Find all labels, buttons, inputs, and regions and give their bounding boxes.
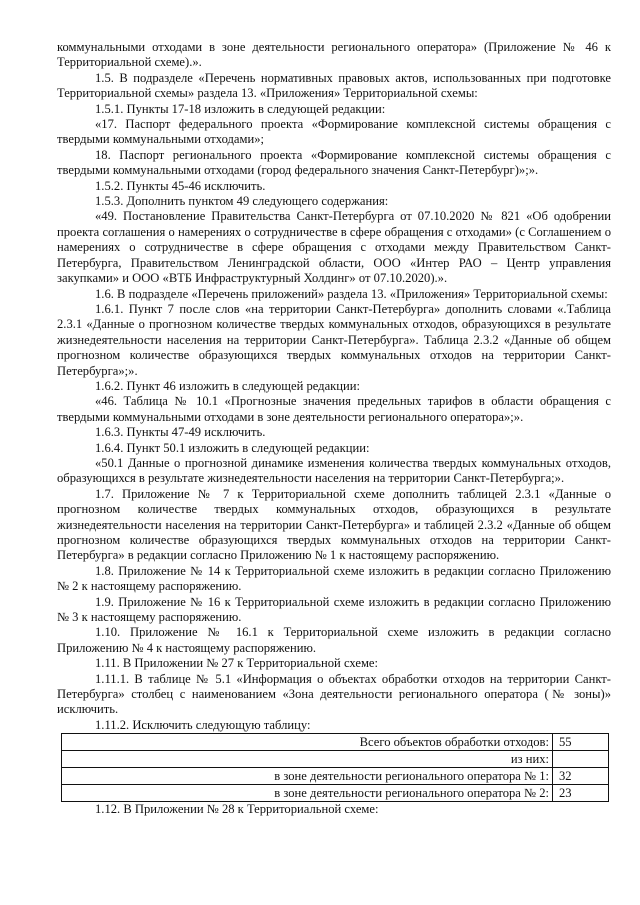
paragraph-item-49: «49. Постановление Правительства Санкт-Петербурга от 07.10.2020 № 821 «Об одобрении проекта соглашения о намерениях о сотрудничестве в сфере обращения с отходами» (с Соглашением о намерениях о сотрудничестве в сфере обращения с отходами между Правительством Санкт-Петербурга, Правительством Ленинградской области, ООО «Интер РАО – Центр управления закупками» и ООО «ВТБ Инфраструктурный Холдинг» от 07.10.2020).». (57, 209, 611, 286)
paragraph-1-6-3: 1.6.3. Пункты 47-49 исключить. (95, 425, 266, 440)
paragraph-1-5: 1.5. В подразделе «Перечень нормативных правовых актов, использованных при подготовке Территориальной схемы» раздела 13. «Приложения» Территориальной схемы: (57, 70, 611, 101)
paragraph-1-8: 1.8. Приложение № 14 к Территориальной схеме изложить в редакции согласно Приложению № 2 к настоящему распоряжению. (57, 563, 611, 594)
paragraph-1-6-1: 1.6.1. Пункт 7 после слов «на территории Санкт-Петербурга» дополнить словами «.Таблица 2.3.1 «Данные о прогнозном количестве твердых коммунальных отходов, образующихся в результате жизнедеятельности населения на территории Санкт-Петербурга». Таблица 2.3.2 «Данные об общем прогнозном количестве образующихся твердых коммунальных отходов на территории Санкт-Петербурга»;». (57, 301, 611, 378)
paragraph-item-18: 18. Паспорт регионального проекта «Формирование комплексной системы обращения с твердыми коммунальными отходами (город федерального значения Санкт-Петербург)»;». (57, 147, 611, 178)
table-cell-label: из них: (62, 751, 553, 768)
table-row (62, 768, 609, 785)
table-cell-value (553, 751, 609, 768)
paragraph-1-6-2: 1.6.2. Пункт 46 изложить в следующей редакции: (95, 378, 361, 393)
document-page (57, 40, 611, 818)
paragraph-1-5-2: 1.5.2. Пункты 45-46 исключить. (95, 178, 266, 193)
excluded-table (61, 733, 609, 802)
paragraph-1-9: 1.9. Приложение № 16 к Территориальной схеме изложить в редакции согласно Приложению № 3 к настоящему распоряжению. (57, 594, 611, 625)
table-cell-label: в зоне деятельности регионального оператора № 1: (62, 768, 553, 785)
table-cell-value: 23 (553, 785, 609, 802)
table-row (62, 734, 609, 751)
paragraph-1-10: 1.10. Приложение № 16.1 к Территориальной схеме изложить в редакции согласно Приложению № 4 к настоящему распоряжению. (57, 625, 611, 655)
paragraph-1-11-2: 1.11.2. Исключить следующую таблицу: (95, 717, 311, 732)
table-cell-value: 32 (553, 768, 609, 785)
paragraph-item-17: «17. Паспорт федерального проекта «Формирование комплексной системы обращения с твердыми коммунальными отходами»; (57, 117, 611, 147)
paragraph-continuation: коммунальными отходами в зоне деятельности регионального оператора» (Приложение № 46 к Территориальной схеме).». (57, 40, 611, 70)
table-cell-value: 55 (553, 734, 609, 751)
table-cell-label: в зоне деятельности регионального оператора № 2: (62, 785, 553, 802)
paragraph-1-11: 1.11. В Приложении № 27 к Территориальной схеме: (95, 656, 378, 671)
paragraph-1-5-3: 1.5.3. Дополнить пунктом 49 следующего содержания: (95, 194, 389, 209)
paragraph-1-12: 1.12. В Приложении № 28 к Территориальной схеме: (95, 802, 379, 817)
table-row (62, 785, 609, 802)
paragraph-1-6: 1.6. В подразделе «Перечень приложений» раздела 13. «Приложения» Территориальной схемы: (95, 286, 608, 301)
paragraph-1-5-1: 1.5.1. Пункты 17-18 изложить в следующей редакции: (95, 101, 386, 116)
table-row (62, 751, 609, 768)
paragraph-1-7: 1.7. Приложение № 7 к Территориальной схеме дополнить таблицей 2.3.1 «Данные о прогнозном количестве твердых коммунальных отходов, образующихся в результате жизнедеятельности населения на территории Санкт-Петербурга» и таблицей 2.3.2 «Данные об общем прогнозном количестве образующихся твердых коммунальных отходов на территории Санкт-Петербурга» в редакции согласно Приложению № 1 к настоящему распоряжению. (57, 486, 611, 563)
paragraph-1-11-1: 1.11.1. В таблице № 5.1 «Информация о объектах обработки отходов на территории Санкт-Петербурга» столбец с наименованием «Зона деятельности регионального оператора (№ зоны)» исключить. (57, 671, 611, 717)
paragraph-1-6-4: 1.6.4. Пункт 50.1 изложить в следующей редакции: (95, 440, 370, 455)
paragraph-item-50-1: «50.1 Данные о прогнозной динамике изменения количества твердых коммунальных отходов, образующихся в результате жизнедеятельности населения на территории Санкт-Петербурга;». (57, 455, 611, 486)
table-cell-label: Всего объектов обработки отходов: (62, 734, 553, 751)
paragraph-item-46: «46. Таблица № 10.1 «Прогнозные значения предельных тарифов в области обращения с твердыми коммунальными отходами в зоне деятельности регионального оператора»;». (57, 394, 611, 424)
